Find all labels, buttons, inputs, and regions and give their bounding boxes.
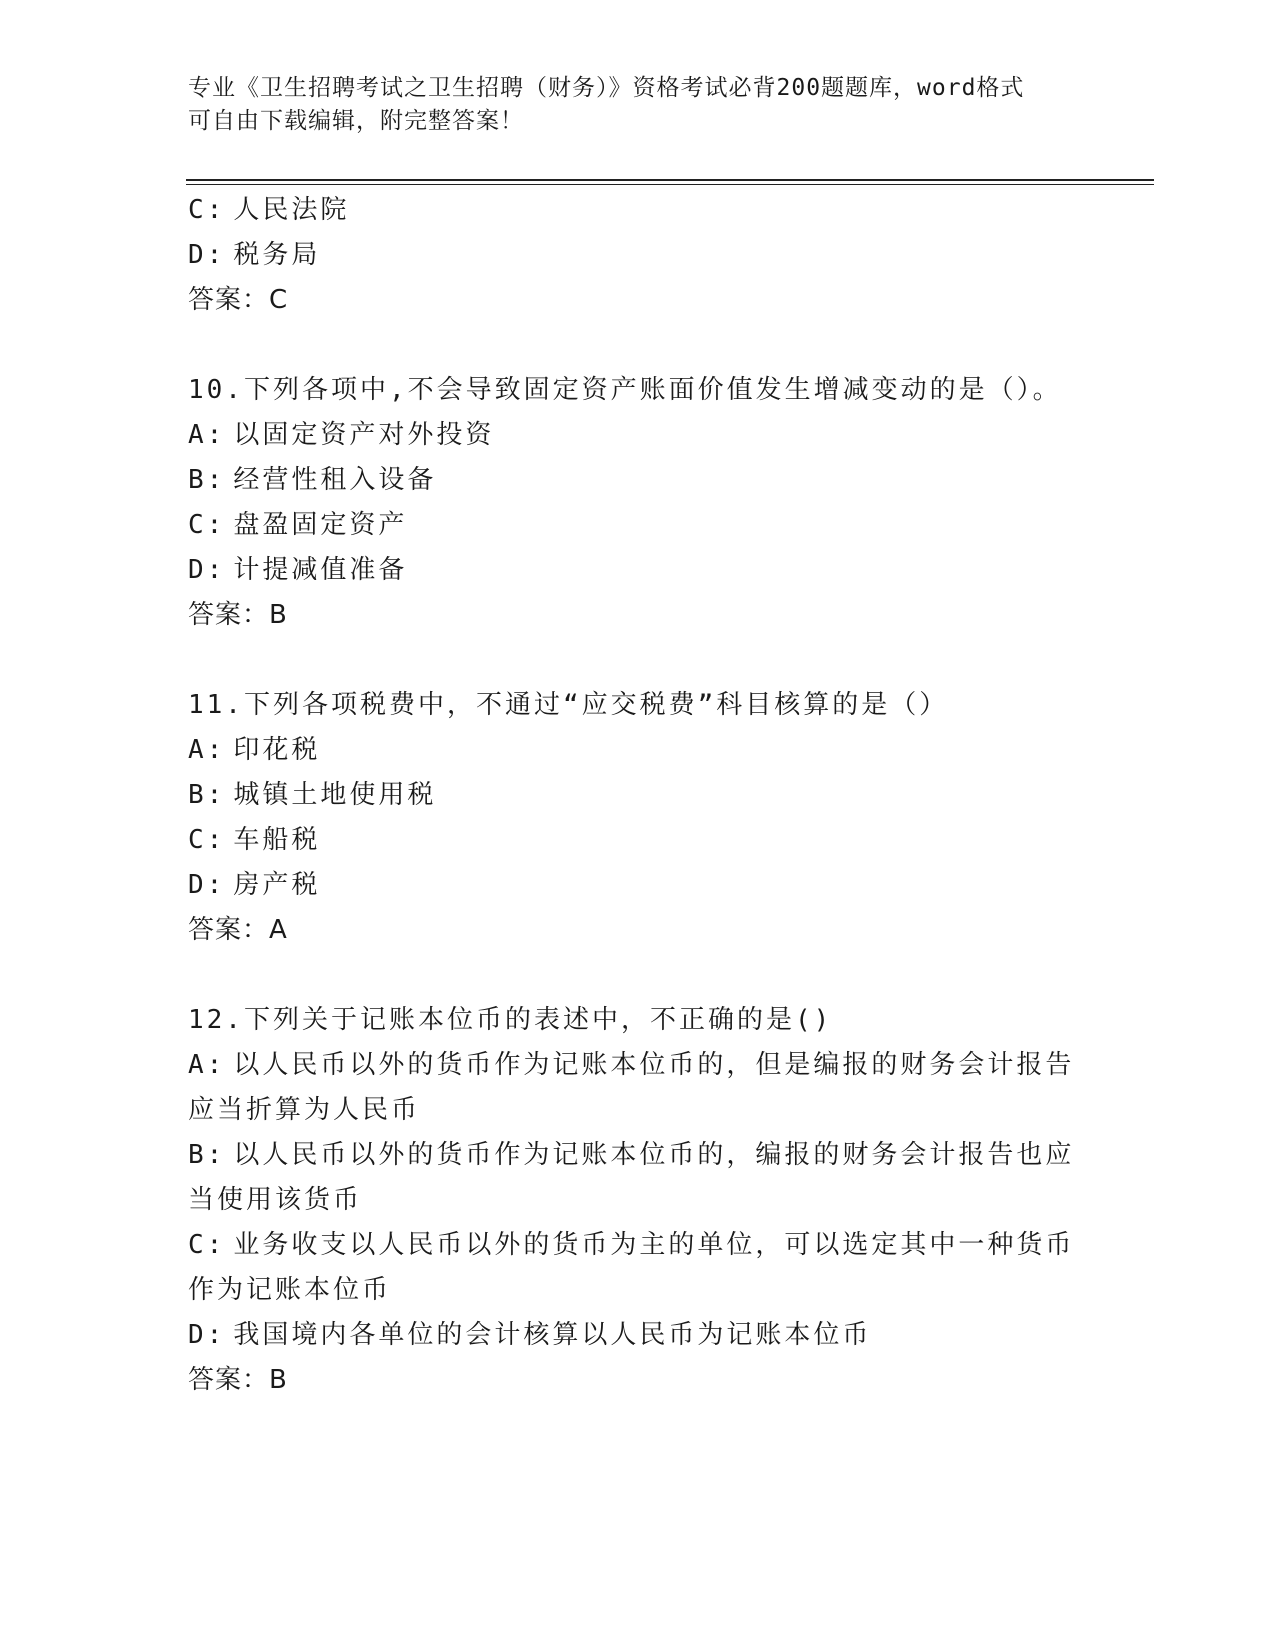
option-text: 车船税 <box>233 825 321 855</box>
option-text: 以人民币以外的货币作为记账本位币的，编报的财务会计报告也应 <box>233 1140 1075 1170</box>
option-line <box>188 733 320 767</box>
option-text: 业务收支以人民币以外的货币为主的单位，可以选定其中一种货币 <box>233 1230 1075 1260</box>
option-text: 房产税 <box>233 870 321 900</box>
option-letter: A: <box>188 420 226 450</box>
answer-line: 答案：C <box>188 285 289 315</box>
option-text: 我国境内各单位的会计核算以人民币为记账本位币 <box>233 1320 872 1350</box>
option-letter: A: <box>188 1050 226 1080</box>
option-continuation: 当使用该货币 <box>188 1185 363 1215</box>
option-line <box>188 418 494 452</box>
header-line-2: 可自由下载编辑，附完整答案！ <box>188 108 524 134</box>
header-line-1: 专业《卫生招聘考试之卫生招聘（财务）》资格考试必背200题题库，word格式 <box>188 75 1025 101</box>
option-continuation: 应当折算为人民币 <box>188 1095 421 1125</box>
option-line <box>188 1228 1074 1262</box>
option-letter: B: <box>188 780 226 810</box>
question-stem: 10.下列各项中,不会导致固定资产账面价值发生增减变动的是（）。 <box>188 375 1062 405</box>
option-text: 计提减值准备 <box>233 555 408 585</box>
option-text: 人民法院 <box>233 195 350 225</box>
option-line <box>188 508 407 542</box>
option-letter: B: <box>188 1140 226 1170</box>
option-letter: C: <box>188 1230 226 1260</box>
option-letter: C: <box>188 195 226 225</box>
option-text: 盘盈固定资产 <box>233 510 408 540</box>
answer-line: 答案：B <box>188 1365 288 1395</box>
option-continuation: 作为记账本位币 <box>188 1275 392 1305</box>
option-line <box>188 1318 871 1352</box>
option-line <box>188 868 320 902</box>
header-rule-thin <box>186 184 1154 185</box>
option-line <box>188 778 436 812</box>
option-line <box>188 1138 1074 1172</box>
answer-line: 答案：B <box>188 600 288 630</box>
page-header <box>188 72 1088 138</box>
option-letter: A: <box>188 735 226 765</box>
option-text: 税务局 <box>233 240 321 270</box>
option-letter: C: <box>188 825 226 855</box>
option-text: 印花税 <box>233 735 321 765</box>
answer-line: 答案：A <box>188 915 288 945</box>
option-text: 经营性租入设备 <box>233 465 437 495</box>
option-line <box>188 238 320 272</box>
question-stem: 11.下列各项税费中，不通过“应交税费”科目核算的是（） <box>188 690 949 720</box>
option-letter: B: <box>188 465 226 495</box>
option-letter: C: <box>188 510 226 540</box>
option-line <box>188 823 320 857</box>
option-letter: D: <box>188 1320 226 1350</box>
option-text: 以人民币以外的货币作为记账本位币的，但是编报的财务会计报告 <box>233 1050 1075 1080</box>
option-line <box>188 1048 1074 1082</box>
option-text: 城镇土地使用税 <box>233 780 437 810</box>
option-line <box>188 193 349 227</box>
option-text: 以固定资产对外投资 <box>233 420 495 450</box>
option-letter: D: <box>188 240 226 270</box>
option-line <box>188 463 436 497</box>
option-line <box>188 553 407 587</box>
option-letter: D: <box>188 870 226 900</box>
header-rule-thick <box>186 179 1154 181</box>
option-letter: D: <box>188 555 226 585</box>
question-stem: 12.下列关于记账本位币的表述中，不正确的是() <box>188 1005 833 1035</box>
